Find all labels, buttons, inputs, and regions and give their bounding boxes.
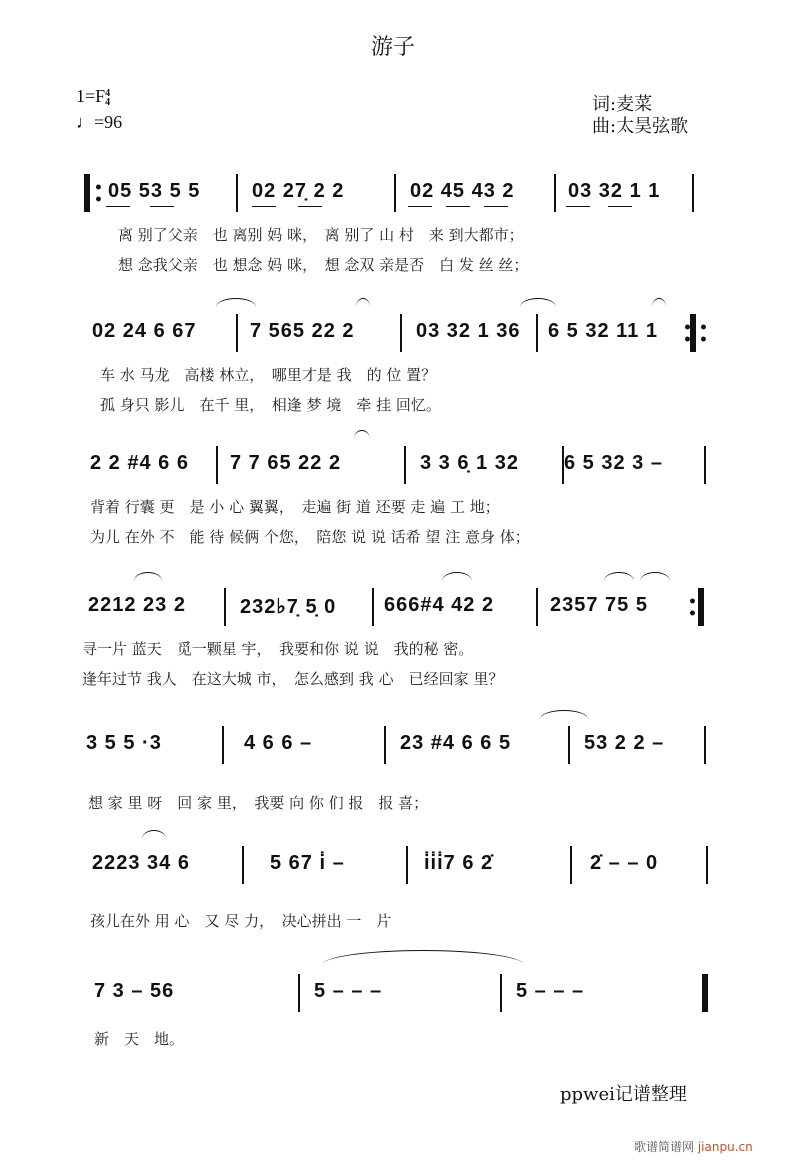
arranger-credit: ppwei记谱整理 <box>560 1084 687 1105</box>
barline <box>400 314 402 352</box>
lyric-verse-2: 逢年过节 我人 在这大城 市， 怎么感到 我 心 已经回家 里？ <box>82 670 504 688</box>
song-title: 游子 <box>370 35 415 60</box>
repeat-dots: • • <box>699 320 708 348</box>
barline <box>236 174 238 212</box>
barline <box>242 846 244 884</box>
lyric-verse-2: 想 念我父亲 也 想念 妈 咪， 想 念双 亲是否 白 发 丝 丝； <box>118 256 529 274</box>
barline <box>704 446 706 484</box>
barline <box>384 726 386 764</box>
key-signature: 1=F4 4 <box>76 86 111 108</box>
slur <box>442 572 472 581</box>
lyric-verse-1: 孩儿在外 用 心 又 尽 力， 决心拼出 一 片 <box>90 912 392 930</box>
watermark: 歌谱简谱网 jianpu.cn <box>634 1140 753 1154</box>
lyric-verse-1: 寻一片 蓝天 觅一颗星 宇， 我要和你 说 说 我的秘 密。 <box>82 640 474 658</box>
underline <box>298 206 322 207</box>
repeat-dots: • • <box>683 320 692 348</box>
slur <box>354 430 370 439</box>
barline <box>500 974 502 1012</box>
barline <box>704 726 706 764</box>
slur <box>134 572 162 581</box>
measure-17: 3 5 5 ·3 <box>86 732 162 754</box>
barline <box>404 446 406 484</box>
measure-21: 2223 34 6 <box>92 852 190 874</box>
repeat-start-barline <box>84 174 90 212</box>
measure-24: 2̇ – – 0 <box>590 852 659 874</box>
measure-12: 6 5 32 3 – <box>564 452 663 474</box>
barline <box>536 588 538 626</box>
underline <box>566 206 590 207</box>
repeat-end-barline <box>698 588 704 626</box>
measure-22: 5 67 i̇ – <box>270 852 345 874</box>
barline <box>216 446 218 484</box>
time-signature: 4 4 <box>105 87 111 108</box>
final-barline <box>702 974 708 1012</box>
measure-15: 666#4 42 2 <box>384 594 495 616</box>
lyric-verse-1: 背着 行囊 更 是 小 心 翼翼， 走遍 街 道 还要 走 遍 工 地； <box>90 498 500 516</box>
barline <box>222 726 224 764</box>
repeat-dots: • • <box>94 180 103 208</box>
barline <box>536 314 538 352</box>
barline <box>298 974 300 1012</box>
underline <box>484 206 508 207</box>
slur <box>356 298 370 307</box>
barline <box>372 588 374 626</box>
measure-8: 6 5 32 11 1 <box>548 320 658 342</box>
lyric-verse-2: 为儿 在外 不 能 待 候俩 个您， 陪您 说 说 话希 望 注 意身 体； <box>90 528 530 546</box>
measure-3: 02 45 43 2 <box>410 180 515 202</box>
underline <box>252 206 276 207</box>
lyric-verse-1: 车 水 马龙 高楼 林立， 哪里才是 我 的 位 置？ <box>100 366 437 384</box>
watermark-url: jianpu.cn <box>697 1140 753 1154</box>
slur <box>520 298 556 307</box>
measure-10: 7 7 65 22 2 <box>230 452 342 474</box>
barline <box>406 846 408 884</box>
credits <box>592 94 688 138</box>
composer: 曲:太昊弦歌 <box>592 116 689 137</box>
measure-5: 02 24 6 67 <box>92 320 197 342</box>
lyric-verse-1: 新 天 地。 <box>94 1030 185 1048</box>
barline <box>224 588 226 626</box>
slur <box>640 572 670 581</box>
measure-1: 05 53 5 5 <box>108 180 201 202</box>
measure-13: 2212 23 2 <box>88 594 186 616</box>
measure-16: 2357 75 5 <box>550 594 648 616</box>
slur <box>604 572 634 581</box>
lyric-verse-2: 孤 身只 影儿 在千 里， 相逢 梦 境 牵 挂 回忆。 <box>100 396 441 414</box>
underline <box>106 206 130 207</box>
barline <box>706 846 708 884</box>
measure-4: 03 32 1 1 <box>568 180 661 202</box>
barline <box>568 726 570 764</box>
barline <box>692 174 694 212</box>
barline <box>554 174 556 212</box>
measure-6: 7 565 22 2 <box>250 320 355 342</box>
measure-7: 03 32 1 36 <box>416 320 521 342</box>
slur <box>540 710 588 719</box>
slur <box>652 298 666 307</box>
repeat-barline <box>690 314 696 352</box>
tempo-marking: ♩=96 <box>76 112 123 132</box>
lyric-verse-1: 离 别了父亲 也 离别 妈 咪， 离 别了 山 村 来 到大都市； <box>118 226 524 244</box>
slur <box>142 830 166 839</box>
measure-26: 5 – – – <box>314 980 383 1002</box>
measure-20: 53 2 2 – <box>584 732 665 754</box>
measure-27: 5 – – – <box>516 980 585 1002</box>
repeat-dots: • • <box>688 594 697 622</box>
underline <box>408 206 432 207</box>
underline <box>608 206 632 207</box>
barline <box>570 846 572 884</box>
measure-18: 4 6 6 – <box>244 732 313 754</box>
underline <box>446 206 470 207</box>
slur <box>216 298 256 307</box>
measure-2: 02 27̣ 2 2 <box>252 180 345 202</box>
measure-14: 232♭7̣ 5̣ 0 <box>240 596 337 618</box>
lyric-verse-1: 想 家 里 呀 回 家 里， 我要 向 你 们 报 报 喜； <box>88 794 429 812</box>
slur <box>322 950 524 965</box>
barline <box>394 174 396 212</box>
lyricist: 词:麦菜 <box>592 94 653 115</box>
barline <box>236 314 238 352</box>
measure-23: i̇i̇i̇7 6 2̇ <box>424 852 494 874</box>
measure-25: 7 3 – 56 <box>94 980 175 1002</box>
measure-19: 23 #4 6 6 5 <box>400 732 512 754</box>
measure-11: 3 3 6̣ 1 32 <box>420 452 519 474</box>
measure-9: 2 2 #4 6 6 <box>90 452 189 474</box>
underline <box>150 206 174 207</box>
